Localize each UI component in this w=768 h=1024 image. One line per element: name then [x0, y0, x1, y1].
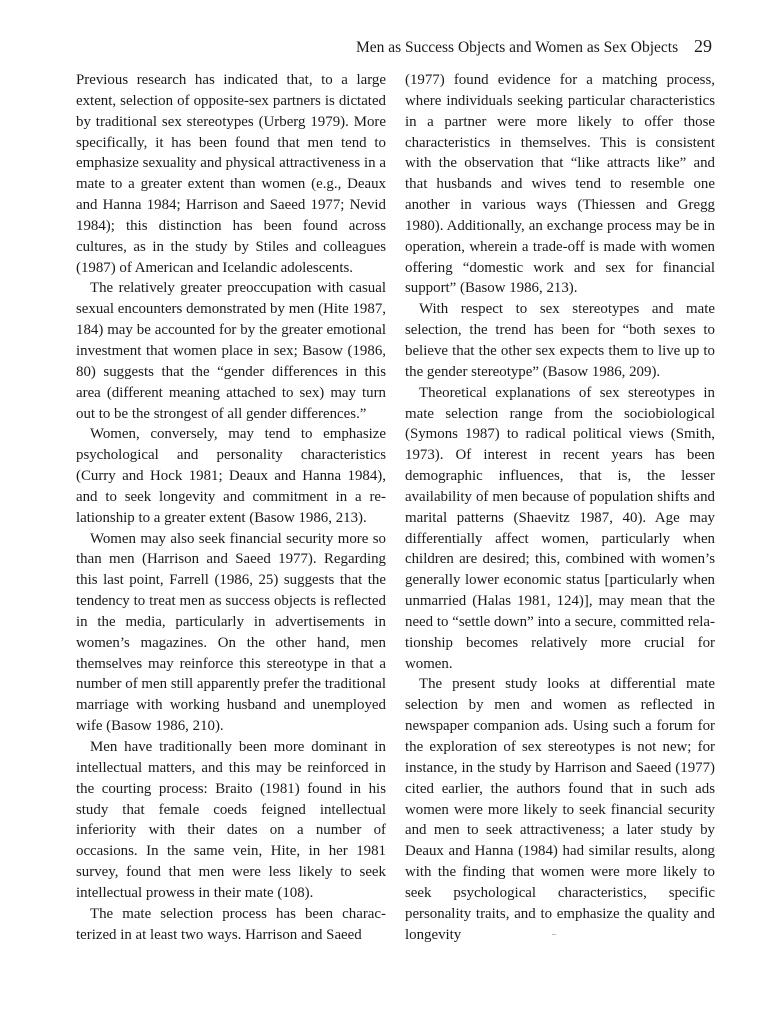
paragraph: (1977) found evidence for a matching process, where individuals seeking particular characteristics in a partner were more likely to offer those characteristics in themselves. This is consistent with the observation that “like attracts like” and that husbands and wives tend to resemble one another in various ways (Thiessen and Gregg 1980). Additionally, an exchange process may be in operation, wherein a trade-off is made with women offering “domestic work and sex for financial support” (Basow 1986, 213).	[405, 72, 715, 297]
paragraph: The mate selection process has been characterized in at least two ways. Harrison and Saeed	[76, 905, 386, 943]
scan-speck	[552, 934, 556, 935]
paragraph: The relatively greater preoccupation with casual sexual encounters demonstrated by men (Hite 1987, 184) may be accounted for by the greater emotional investment that women place in sex; Basow (1986, 80) suggests that the “gender differences in this area (different meaning attached to sex) may turn out to be the strongest of all gender differences.”	[76, 280, 386, 422]
paragraph: Women may also seek financial security more so than men (Harrison and Saeed 1977). Regarding this last point, Farrell (1986, 25) suggests that the tendency to treat men as success objects is reflected in the media, particularly in advertisements in women’s magazines. On the other hand, men themselves may reinforce this stereotype in that a number of men still apparently prefer the traditional marriage with working husband and unemployed wife (Basow 1986, 210).	[76, 530, 386, 735]
paragraph: Women, conversely, may tend to emphasize psychological and personality characteristics (Curry and Hock 1981; Deaux and Hanna 1984), and to seek longevity and commitment in a relationship to a greater extent (Basow 1986, 213).	[76, 426, 386, 526]
paragraph: The present study looks at differential mate selection by men and women as reflected in newspaper companion ads. Using such a forum for the exploration of sex stereotypes is not new; for instance, in the study by Harrison and Saeed (1977) cited earlier, the authors found that in such ads women were more likely to seek financial security and men to seek attractiveness; a later study by Deaux and Hanna (1984) had similar results, along with the finding that women were more likely to seek psychological characteristics, specific personality traits, and to emphasize the quality and longevity	[405, 676, 715, 943]
left-column	[76, 70, 386, 945]
paragraph: Previous research has indicated that, to a large extent, selection of opposite-sex partners is dictated by traditional sex stereotypes (Urberg 1979). More specifically, it has been found that men tend to emphasize sexuality and physical attractiveness in a mate to a greater extent than women (e.g., Deaux and Hanna 1984; Harrison and Saeed 1977; Nevid 1984); this distinction has been found across cultures, as in the study by Stiles and colleagues (1987) of American and Icelandic adolescents.	[76, 72, 386, 276]
paragraph: Men have traditionally been more dominant in intellectual matters, and this may be reinforced in the courting process: Braito (1981) found in his study that female coeds feigned intellectual inferiority with their dates on a number of occasions. In the same vein, Hite, in her 1981 survey, found that men were less likely to seek intellectual prowess in their mate (108).	[76, 739, 386, 901]
paragraph: With respect to sex stereotypes and mate selection, the trend has been for “both sexes to believe that the other sex expects them to live up to the gender stereotype” (Basow 1986, 209).	[405, 301, 715, 380]
right-column	[405, 70, 715, 945]
running-title: Men as Success Objects and Women as Sex Objects	[355, 39, 679, 56]
paragraph: Theoretical explanations of sex stereotypes in mate selection range from the sociobiological (Symons 1987) to radical political views (Smith, 1973). Of interest in recent years has been demographic influences, that is, the lesser availability of men because of population shifts and marital patterns (Shaevitz 1987, 40). Age may differentially affect women, particularly when children are desired; this, combined with women’s generally lower economic status [particularly when unmarried (Halas 1981, 124)], may mean that the need to “settle down” into a secure, committed relationship becomes relatively more crucial for women.	[405, 384, 715, 672]
page-number: 29	[694, 36, 712, 56]
running-head	[356, 36, 712, 57]
